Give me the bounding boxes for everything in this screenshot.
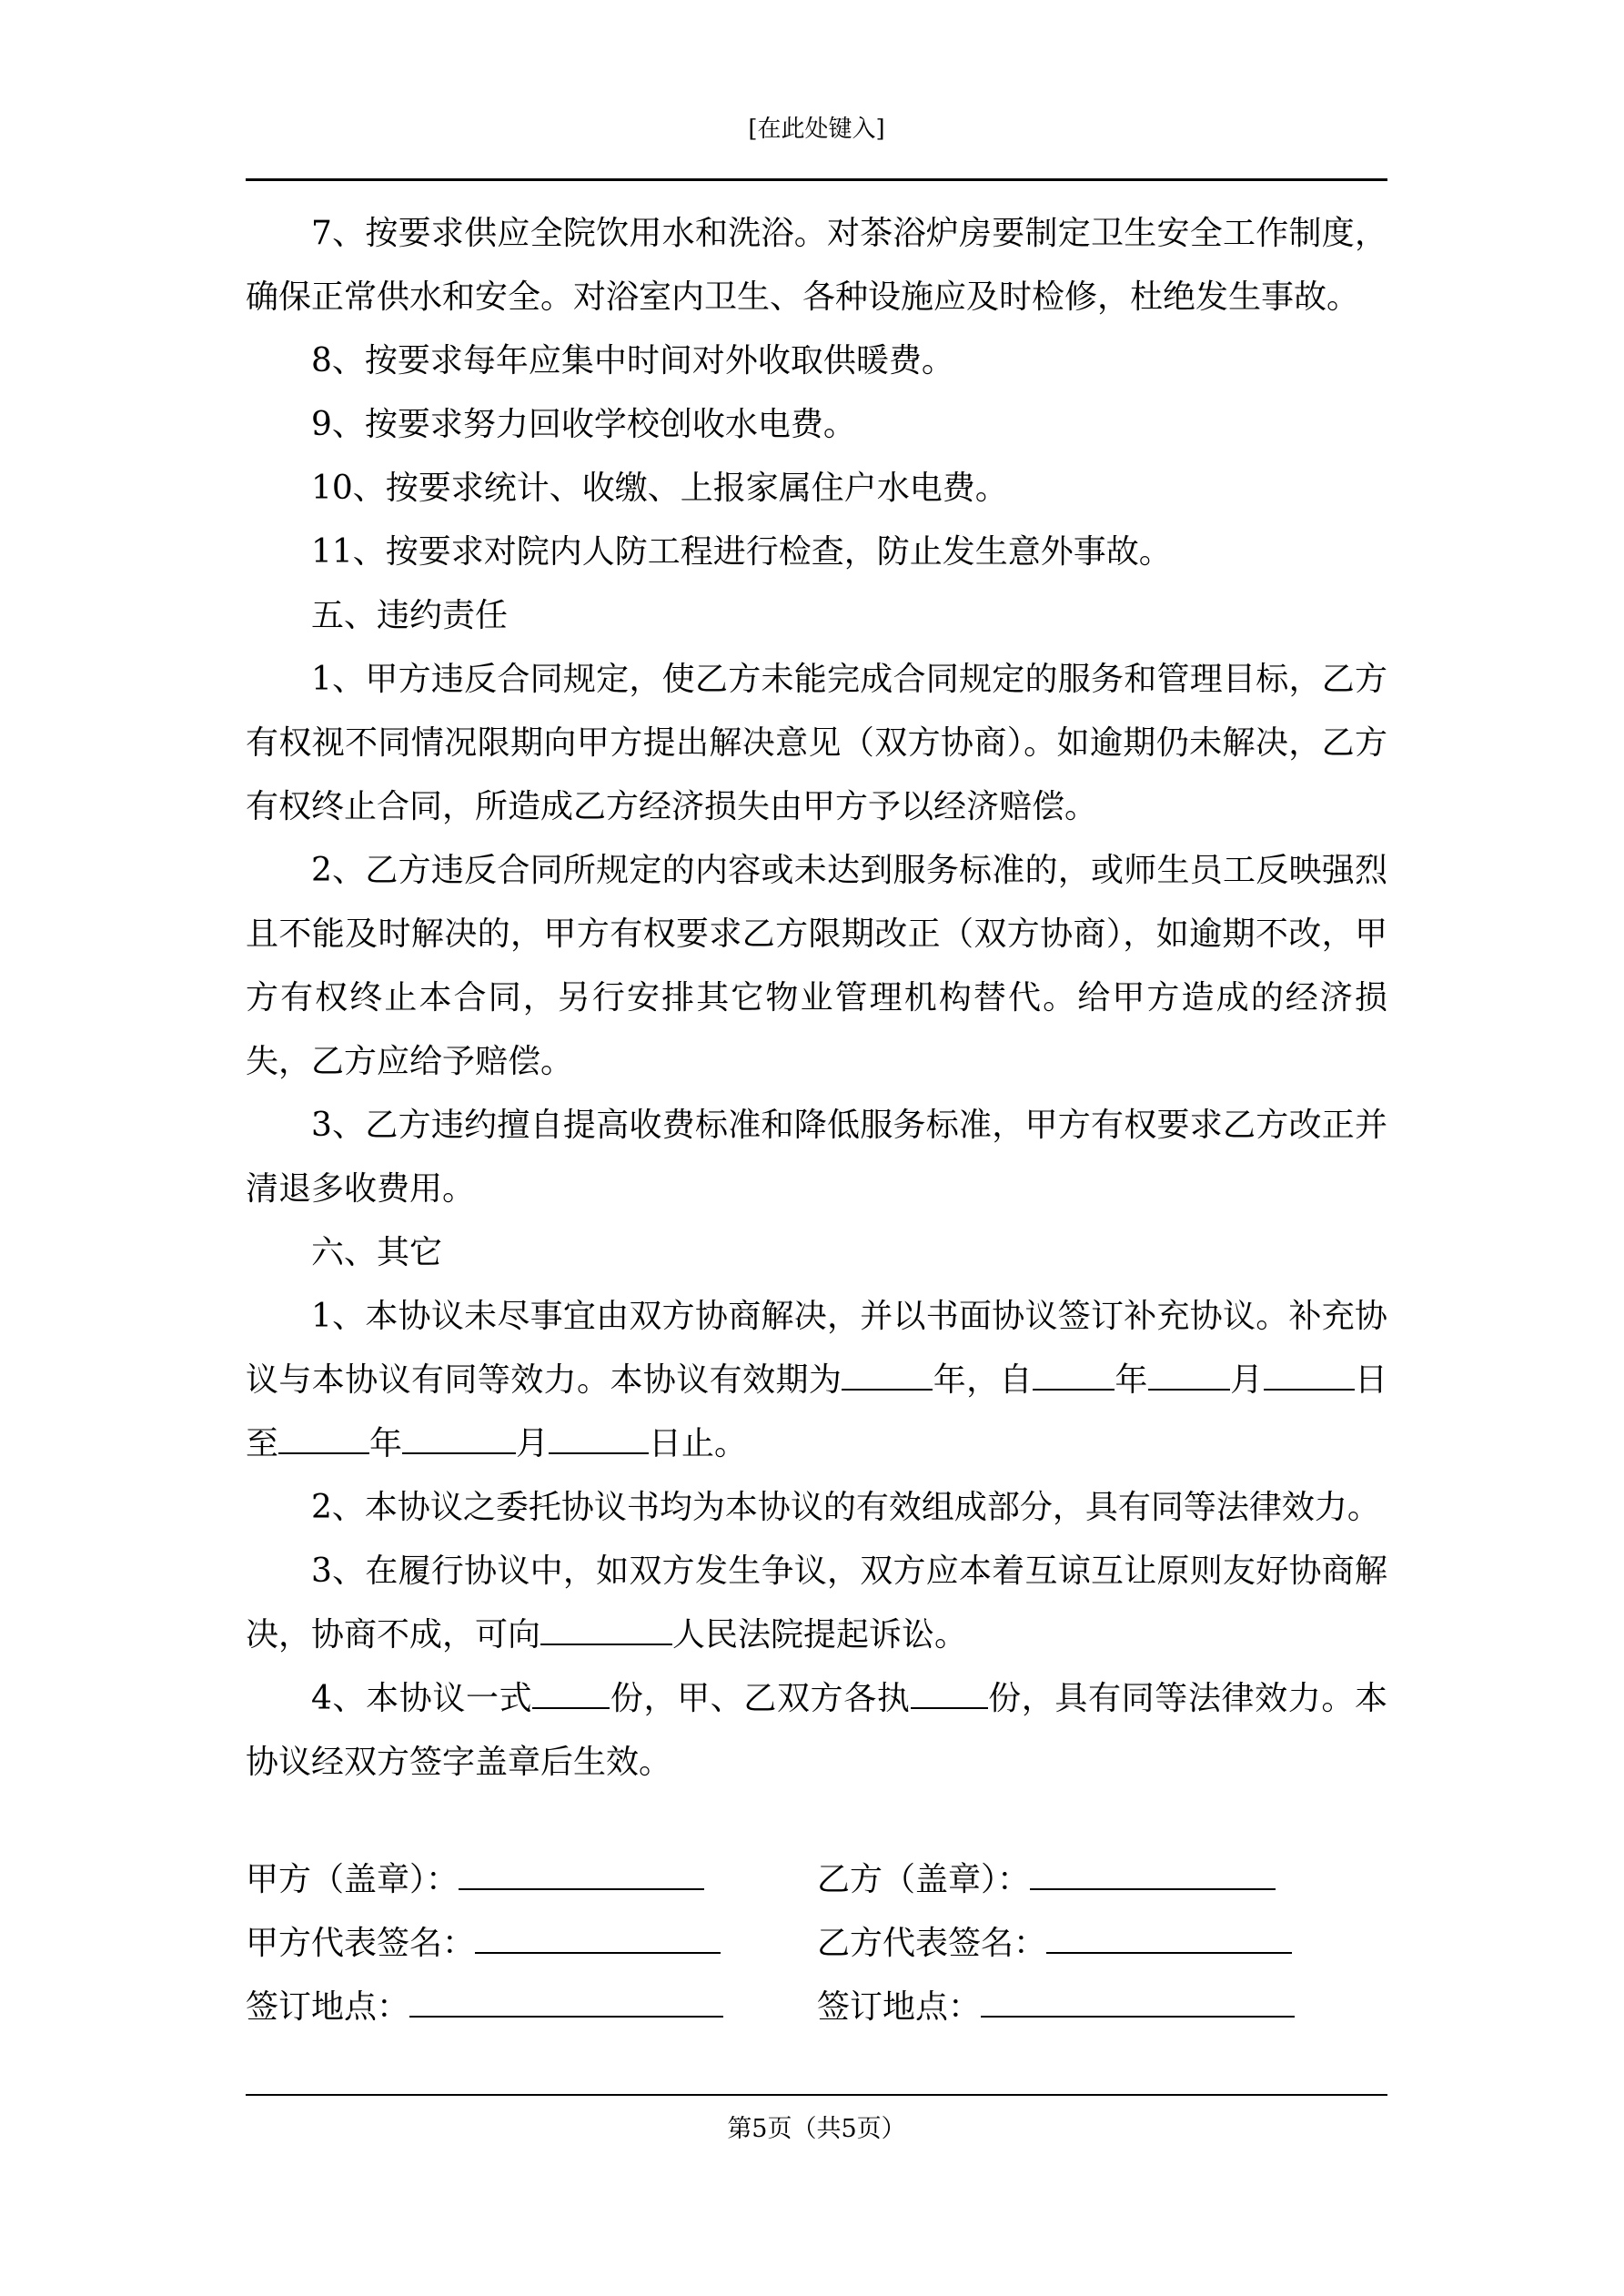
party-a-seal-field [246, 1848, 704, 1912]
clause-10: 10、按要求统计、收缴、上报家属住户水电费。 [311, 470, 1008, 507]
other-clause-3 [246, 1540, 1387, 1667]
party-b-rep-field [817, 1912, 1292, 1976]
document-body [246, 202, 1387, 1795]
signature-row-seal [246, 1848, 1387, 1912]
signature-row-place [246, 1976, 1387, 2039]
party-a-rep-label: 甲方代表签名： [246, 1925, 476, 1962]
party-a-place-line[interactable] [409, 1987, 723, 2018]
party-b-seal-field [817, 1848, 1276, 1912]
header-divider [246, 178, 1387, 181]
other-clause-4-text-3: 份，具有同等法律效力。本协议经双方签字盖章后生效。 [246, 1680, 1387, 1781]
party-b-rep-line[interactable] [1046, 1923, 1292, 1954]
end-day-blank[interactable] [549, 1425, 649, 1454]
party-a-rep-line[interactable] [475, 1923, 721, 1954]
other-clause-1-text-3: 年 [1114, 1361, 1148, 1399]
other-clause-1-text-2: 年，自 [933, 1361, 1033, 1399]
breach-clause-1: 1、甲方违反合同规定，使乙方未能完成合同规定的服务和管理目标，乙方有权视不同情况限期向甲方提出解决意见（双方协商）。如逾期仍未解决，乙方有权终止合同，所造成乙方经济损失由甲方予以经济赔偿。 [246, 661, 1387, 825]
other-clause-1 [246, 1285, 1387, 1476]
term-years-blank[interactable] [842, 1361, 933, 1391]
page-header: [在此处键入] [748, 116, 885, 143]
other-clause-3-text-2: 人民法院提起诉讼。 [672, 1616, 968, 1654]
party-a-rep-field [246, 1912, 721, 1976]
start-month-blank[interactable] [1148, 1361, 1230, 1391]
other-clause-1-text-1: 1、本协议未尽事宜由双方协商解决，并以书面协议签订补充协议。补充协议与本协议有同等效力。本协议有效期为 [246, 1298, 1387, 1399]
party-b-rep-label: 乙方代表签名： [817, 1925, 1047, 1962]
other-clause-4-text-2: 份，甲、乙双方各执 [610, 1680, 911, 1717]
party-a-seal-label: 甲方（盖章）： [246, 1861, 459, 1898]
end-year-blank[interactable] [278, 1425, 369, 1454]
breach-clause-2: 2、乙方违反合同所规定的内容或未达到服务标准的，或师生员工反映强烈且不能及时解决的，甲方有权要求乙方限期改正（双方协商），如逾期不改，甲方有权终止本合同，另行安排其它物业管理机构替代。给甲方造成的经济损失，乙方应给予赔偿。 [246, 852, 1387, 1080]
court-name-blank[interactable] [540, 1616, 672, 1645]
start-year-blank[interactable] [1033, 1361, 1115, 1391]
section-heading-breach: 五、违约责任 [311, 597, 509, 634]
party-b-seal-line[interactable] [1030, 1859, 1276, 1890]
signature-block [246, 1848, 1387, 2039]
party-a-place-field [246, 1976, 723, 2039]
start-day-blank[interactable] [1264, 1361, 1355, 1391]
other-clause-2: 2、本协议之委托协议书均为本协议的有效组成部分，具有同等法律效力。 [311, 1489, 1380, 1526]
other-clause-1-text-8: 日止。 [649, 1425, 748, 1462]
party-b-place-line[interactable] [981, 1987, 1295, 2018]
clause-8: 8、按要求每年应集中时间对外收取供暖费。 [311, 342, 954, 379]
other-clause-1-text-7: 月 [516, 1425, 550, 1462]
breach-clause-3: 3、乙方违约擅自提高收费标准和降低服务标准，甲方有权要求乙方改正并清退多收费用。 [246, 1107, 1387, 1208]
other-clause-1-text-5: 日至 [246, 1361, 1387, 1462]
clause-9: 9、按要求努力回收学校创收水电费。 [311, 406, 856, 443]
other-clause-3-text-1: 3、在履行协议中，如双方发生争议，双方应本着互谅互让原则友好协商解决，协商不成，可向 [246, 1553, 1387, 1654]
party-a-seal-line[interactable] [459, 1859, 704, 1890]
end-month-blank[interactable] [402, 1425, 516, 1454]
signature-row-representative [246, 1912, 1387, 1976]
section-heading-other: 六、其它 [311, 1234, 443, 1271]
other-clause-4-text-1: 4、本协议一式 [311, 1680, 533, 1717]
party-b-seal-label: 乙方（盖章）： [817, 1861, 1031, 1898]
clause-7: 7、按要求供应全院饮用水和洗浴。对茶浴炉房要制定卫生安全工作制度，确保正常供水和安全。对浴室内卫生、各种设施应及时检修，杜绝发生事故。 [246, 215, 1387, 316]
copies-total-blank[interactable] [532, 1680, 610, 1709]
party-b-place-field [817, 1976, 1295, 2039]
other-clause-1-text-6: 年 [369, 1425, 403, 1462]
party-a-place-label: 签订地点： [246, 1988, 410, 2026]
clause-11: 11、按要求对院内人防工程进行检查，防止发生意外事故。 [311, 533, 1172, 571]
footer-divider [246, 2094, 1387, 2096]
copies-each-blank[interactable] [911, 1680, 988, 1709]
party-b-place-label: 签订地点： [817, 1988, 982, 2026]
page-number: 第5页（共5页） [727, 2115, 906, 2143]
other-clause-1-text-4: 月 [1229, 1361, 1264, 1399]
other-clause-4 [246, 1667, 1387, 1795]
